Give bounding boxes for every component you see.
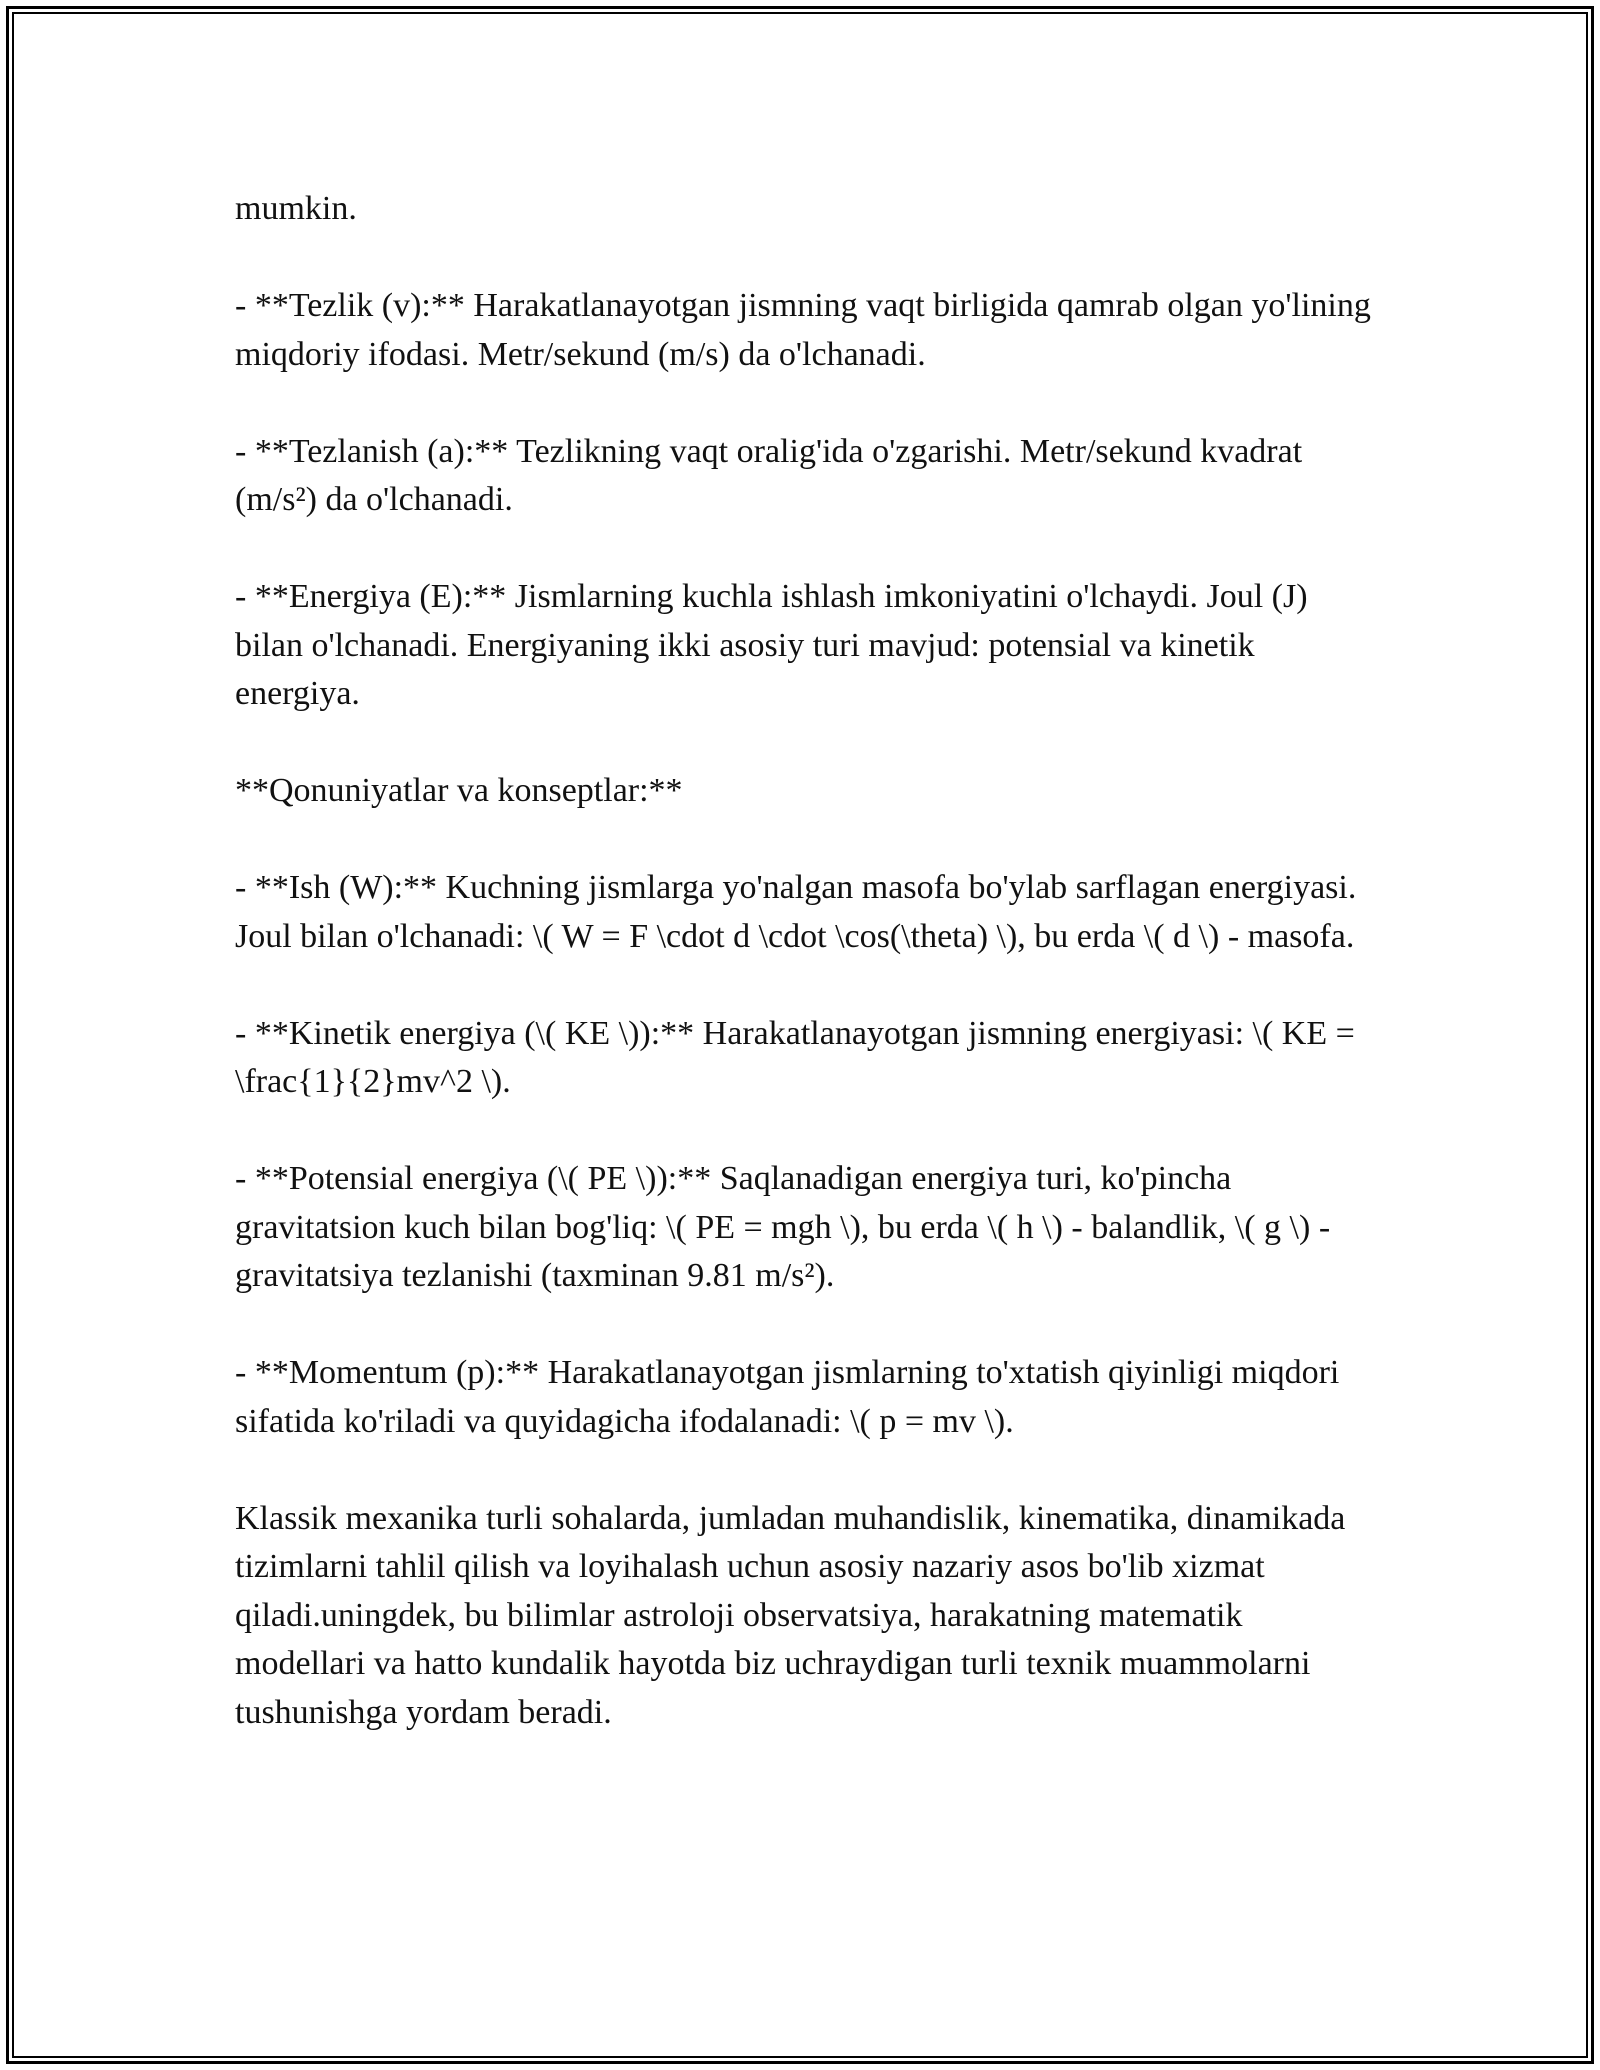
paragraph-tezlanish: - **Tezlanish (a):** Tezlikning vaqt oralig'ida o'zgarishi. Metr/sekund kvadrat (m/s²) da o'lchanadi. <box>235 432 1303 518</box>
paragraph-energiya: - **Energiya (E):** Jismlarning kuchla ishlash imkoniyatini o'lchaydi. Joul (J) bilan o'lchanadi. Energiyaning ikki asosiy turi mavjud: potensial va kinetik energiya. <box>235 578 1308 712</box>
paragraph-potensial-energiya: - **Potensial energiya (\( PE \)):** Saqlanadigan energiya turi, ko'pincha gravitatsion kuch bilan bog'liq: \( PE = mgh \), bu erda \( h \) - balandlik, \( g \) - gravitatsiya tezlanishi (taxminan 9.81 m/s²). <box>235 1160 1331 1294</box>
paragraph-momentum: - **Momentum (p):** Harakatlanayotgan jismlarning to'xtatish qiyinligi miqdori sifatida ko'riladi va quyidagicha ifodalanadi: \( p = mv \). <box>235 1354 1340 1440</box>
paragraph-conclusion: Klassik mexanika turli sohalarda, jumladan muhandislik, kinematika, dinamikada tizimlarni tahlil qilish va loyihalash uchun asosiy nazariy asos bo'lib xizmat qiladi.uningdek, bu bilimlar astroloji observatsiya, harakatning matematik modellari va hatto kundalik hayotda biz uchraydigan turli texnik muammolarni tushunishga yordam beradi. <box>235 1499 1346 1731</box>
paragraph-kinetik-energiya: - **Kinetik energiya (\( KE \)):** Harakatlanayotgan jismning energiyasi: \( KE = \frac{1}{2}mv^2 \). <box>235 1014 1355 1100</box>
document-body <box>235 185 1375 1786</box>
paragraph-ish: - **Ish (W):** Kuchning jismlarga yo'nalgan masofa bo'ylab sarflagan energiyasi. Joul bilan o'lchanadi: \( W = F \cdot d \cdot \cos(\theta) \), bu erda \( d \) - masofa. <box>235 869 1357 955</box>
paragraph-tezlik: - **Tezlik (v):** Harakatlanayotgan jismning vaqt birligida qamrab olgan yo'lining miqdoriy ifodasi. Metr/sekund (m/s) da o'lchanadi. <box>235 287 1371 373</box>
section-heading-qonuniyatlar: **Qonuniyatlar va konseptlar:** <box>235 772 683 809</box>
paragraph-continuation: mumkin. <box>235 190 357 227</box>
